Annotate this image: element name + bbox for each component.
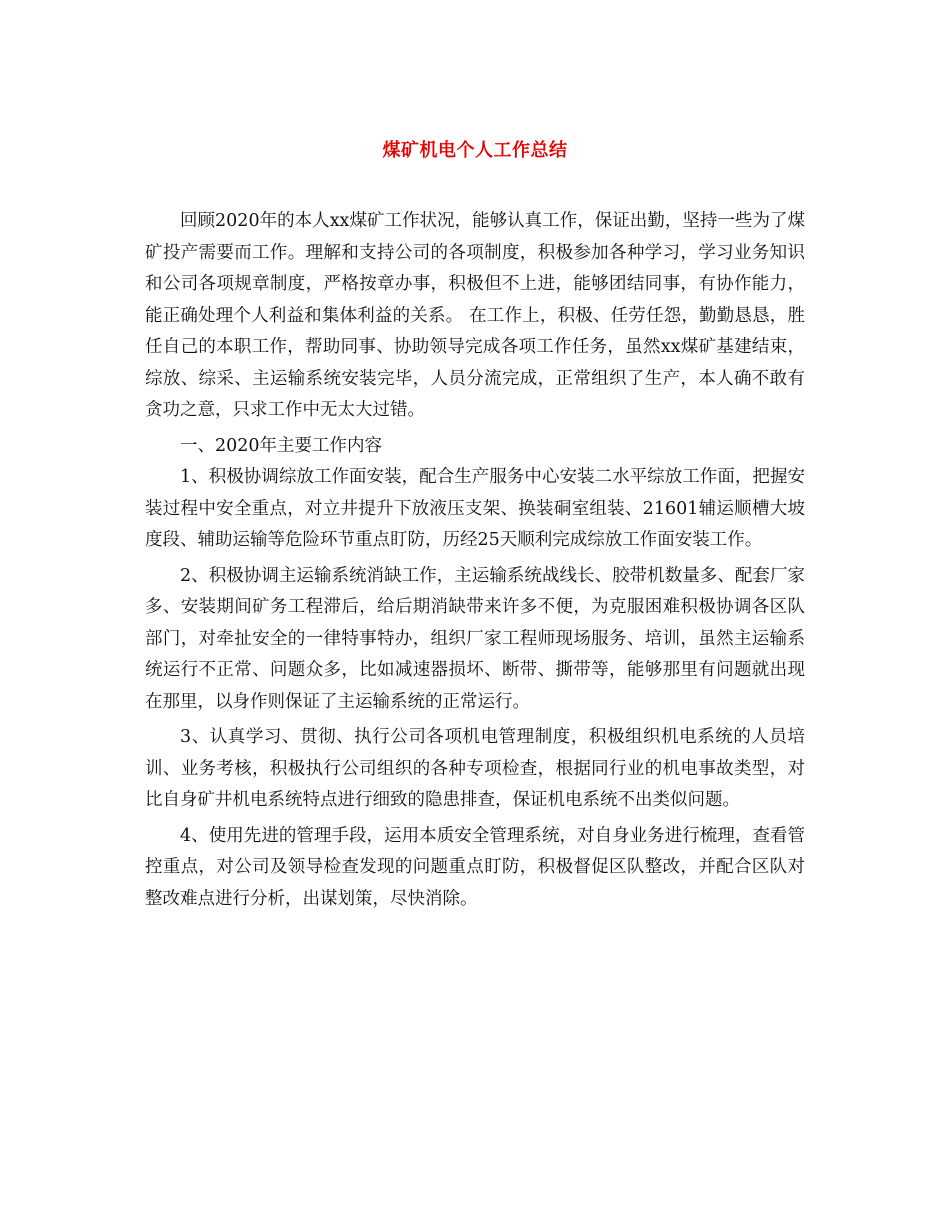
paragraph-item-1: 1、积极协调综放工作面安装，配合生产服务中心安装二水平综放工作面，把握安装过程中安全重点，对立井提升下放液压支架、换装硐室组装、21601辅运顺槽大坡度段、辅助运输等危险环节重点盯防，历经25天顺利完成综放工作面安装工作。: [145, 467, 805, 550]
paragraph-intro: 回顾2020年的本人xx煤矿工作状况，能够认真工作，保证出勤，坚持一些为了煤矿投产需要而工作。理解和支持公司的各项制度，积极参加各种学习，学习业务知识和公司各项规章制度，严格按章办事，积极但不上进，能够团结同事，有协作能力，能正确处理个人利益和集体利益的关系。 在工作上，积极、任劳任怨，勤勤恳恳，胜任自己的本职工作，帮助同事、协助领导完成各项工作任务，虽然xx煤矿基建结束，综放、综采、主运输系统安装完毕，人员分流完成，正常组织了生产，本人确不敢有贪功之意，只求工作中无太大过错。: [145, 211, 805, 420]
paragraph-item-2: 2、积极协调主运输系统消缺工作，主运输系统战线长、胶带机数量多、配套厂家多、安装期间矿务工程滞后，给后期消缺带来许多不便，为克服困难积极协调各区队部门，对牵扯安全的一律特事特办，组织厂家工程师现场服务、培训，虽然主运输系统运行不正常、问题众多，比如减速器损坏、断带、撕带等，能够那里有问题就出现在那里，以身作则保证了主运输系统的正常运行。: [145, 565, 805, 712]
section-heading: 一、2020年主要工作内容: [180, 435, 383, 456]
paragraph-item-4: 4、使用先进的管理手段，运用本质安全管理系统，对自身业务进行梳理，查看管控重点，对公司及领导检查发现的问题重点盯防，积极督促区队整改，并配合区队对整改难点进行分析，出谋划策，尽快消除。: [145, 825, 805, 909]
paragraph-item-3: 3、认真学习、贯彻、执行公司各项机电管理制度，积极组织机电系统的人员培训、业务考核，积极执行公司组织的各种专项检查，根据同行业的机电事故类型，对比自身矿井机电系统特点进行细致的隐患排查，保证机电系统不出类似问题。: [145, 727, 805, 810]
document-title: 煤矿机电个人工作总结: [382, 140, 568, 161]
document-body: [145, 206, 805, 919]
